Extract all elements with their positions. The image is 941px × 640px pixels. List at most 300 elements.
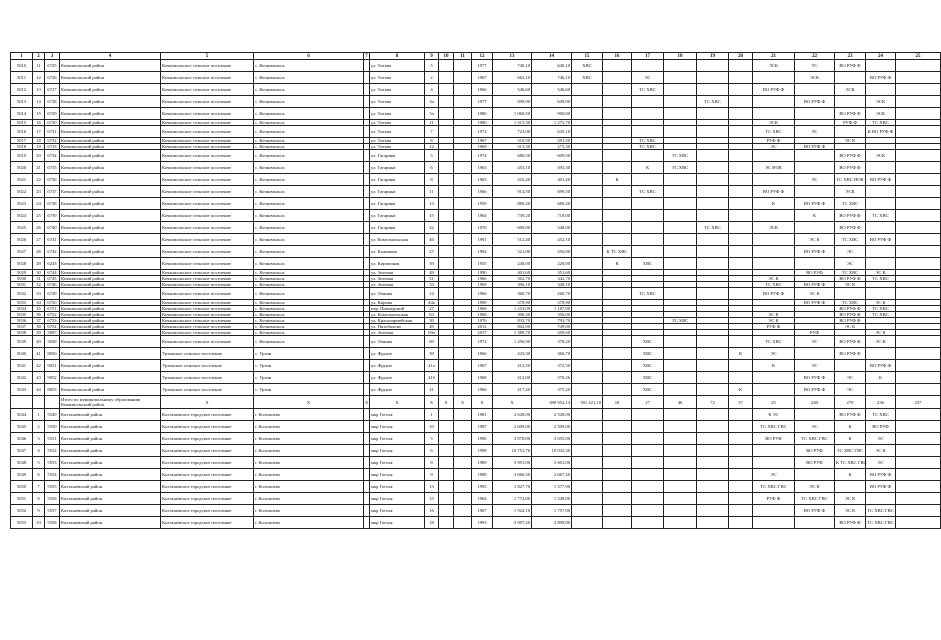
table-cell: 13: [425, 481, 439, 493]
table-cell: [603, 360, 632, 372]
table-cell: 880,20: [493, 198, 532, 210]
table-cell: [729, 60, 753, 72]
table-cell: 240,00: [493, 258, 532, 270]
table-row: [11, 493, 941, 505]
total-cell: Х: [472, 396, 493, 409]
table-cell: Кочкомольский район: [60, 312, 161, 318]
table-cell: ХВС: [632, 336, 664, 348]
table-cell: ВО РУФ Ф: [835, 312, 866, 318]
table-cell: [454, 288, 472, 300]
table-cell: 33: [33, 288, 45, 300]
table-row: [11, 258, 941, 270]
table-cell: Кочкомольское сельское поселение: [161, 312, 254, 318]
table-cell: 6752: [45, 312, 60, 318]
table-cell: [439, 493, 454, 505]
table-cell: ТС ХВС: [866, 306, 896, 312]
table-cell: 20: [33, 150, 45, 162]
table-row: [11, 84, 941, 96]
table-cell: 366,70: [532, 348, 572, 360]
table-cell: ЭС К: [795, 234, 835, 246]
table-cell: 1969: [472, 282, 493, 288]
table-cell: 521,80: [493, 246, 532, 258]
housing-register-table: [10, 52, 941, 529]
table-cell: г. Колташево: [254, 505, 364, 517]
table-cell: ТС ХВС: [866, 312, 896, 318]
table-cell: Кочкомольский район: [60, 372, 161, 384]
table-cell: [896, 481, 941, 493]
table-cell: 6727: [45, 84, 60, 96]
table-cell: [896, 384, 941, 396]
table-cell: [729, 409, 753, 421]
table-cell: [572, 348, 603, 360]
table-cell: 13: [33, 84, 45, 96]
table-cell: с. Кочкомольск: [254, 330, 364, 336]
table-cell: Кочкомольское сельское поселение: [161, 144, 254, 150]
table-cell: [795, 348, 835, 360]
table-cell: К: [835, 469, 866, 481]
column-number-cell: 18: [664, 53, 697, 60]
table-cell: 412,50: [493, 360, 532, 372]
table-cell: 6728: [45, 96, 60, 108]
table-cell: 30: [425, 318, 439, 324]
table-cell: 5032: [11, 288, 33, 300]
table-cell: 49: [425, 324, 439, 330]
table-cell: [454, 126, 472, 138]
table-cell: ВО РУФ Ф: [835, 276, 866, 282]
total-cell: Х: [439, 396, 454, 409]
table-cell: 1964: [472, 493, 493, 505]
table-cell: 16: [425, 505, 439, 517]
table-cell: г. Колташево: [254, 457, 364, 469]
table-cell: 833,70: [493, 318, 532, 324]
table-cell: 36: [33, 312, 45, 318]
table-cell: 6: [33, 469, 45, 481]
table-cell: [697, 186, 729, 198]
table-cell: 6744: [45, 270, 60, 276]
total-cell: 237: [896, 396, 941, 409]
table-cell: [729, 246, 753, 258]
table-cell: ул. Фрунзе: [370, 384, 425, 396]
table-cell: Колташевский район: [60, 493, 161, 505]
table-cell: [729, 433, 753, 445]
table-cell: с. Кочкомольск: [254, 72, 364, 84]
table-cell: [896, 162, 941, 174]
table-cell: с. Кочкомольск: [254, 138, 364, 144]
table-cell: 9: [33, 505, 45, 517]
table-row: [11, 126, 941, 138]
table-cell: ЭС К: [866, 330, 896, 336]
table-cell: [697, 469, 729, 481]
table-cell: К: [753, 360, 795, 372]
table-cell: [439, 445, 454, 457]
table-cell: с. Кочкомольск: [254, 174, 364, 186]
table-cell: Кочкомольский район: [60, 336, 161, 348]
table-cell: 5: [33, 457, 45, 469]
column-number-cell: 8: [370, 53, 425, 60]
table-cell: 1980: [472, 120, 493, 126]
table-cell: 416,20: [493, 174, 532, 186]
table-cell: 310,50: [493, 138, 532, 144]
table-cell: Кочкомольское сельское поселение: [161, 246, 254, 258]
table-cell: ТС ХВС НОК: [835, 174, 866, 186]
table-row: [11, 198, 941, 210]
table-cell: 1988: [472, 469, 493, 481]
table-cell: [454, 186, 472, 198]
table-cell: 1966: [472, 288, 493, 300]
table-cell: [454, 174, 472, 186]
total-cell: 490 954,14: [532, 396, 572, 409]
table-cell: [795, 469, 835, 481]
table-cell: ВО РУФ Ф: [835, 517, 866, 529]
table-cell: 6733: [45, 144, 60, 150]
table-cell: 746,10: [532, 72, 572, 84]
table-cell: [572, 174, 603, 186]
table-cell: [896, 469, 941, 481]
table-cell: [439, 348, 454, 360]
table-cell: [664, 493, 697, 505]
table-cell: ВО РУФ Ф: [753, 186, 795, 198]
table-cell: [632, 96, 664, 108]
table-cell: 5047: [11, 445, 33, 457]
table-cell: [572, 481, 603, 493]
table-cell: 3а: [425, 96, 439, 108]
table-cell: [664, 505, 697, 517]
table-cell: ул. Титова: [370, 108, 425, 120]
table-cell: 2 609,00: [493, 421, 532, 433]
table-cell: ЭСК: [866, 150, 896, 162]
table-cell: ВО РУФ Ф: [795, 96, 835, 108]
table-cell: ул. Кирова: [370, 300, 425, 306]
table-cell: [835, 288, 866, 300]
table-cell: Кочкомольское сельское поселение: [161, 60, 254, 72]
table-cell: 1967: [472, 72, 493, 84]
column-number-cell: 20: [729, 53, 753, 60]
table-cell: ВО РУФ Ф: [795, 505, 835, 517]
table-cell: [439, 517, 454, 529]
table-cell: 49: [425, 270, 439, 276]
table-row: [11, 60, 941, 72]
table-cell: [572, 433, 603, 445]
table-cell: ВО РУФ Ф: [866, 174, 896, 186]
table-cell: [632, 174, 664, 186]
table-cell: ВО РУФ Ф: [835, 306, 866, 312]
table-cell: Кочкомольский район: [60, 210, 161, 222]
table-cell: 914,50: [493, 186, 532, 198]
table-cell: [896, 198, 941, 210]
table-cell: ЭС К: [835, 138, 866, 144]
table-cell: ВО РУФ Ф: [866, 234, 896, 246]
table-cell: [866, 288, 896, 300]
table-cell: 1 187,00: [532, 306, 572, 312]
table-cell: ЭС: [632, 72, 664, 84]
table-cell: Колташевский район: [60, 457, 161, 469]
table-cell: ТС ХВС: [753, 336, 795, 348]
table-cell: Уртинское сельское поселение: [161, 384, 254, 396]
table-cell: 1974: [472, 150, 493, 162]
table-cell: [632, 421, 664, 433]
table-row: [11, 505, 941, 517]
table-cell: [835, 360, 866, 372]
table-cell: [572, 246, 603, 258]
table-cell: ЭС К: [753, 318, 795, 324]
table-cell: [697, 372, 729, 384]
table-cell: [896, 222, 941, 234]
table-cell: [454, 517, 472, 529]
table-cell: Кочкомольский район: [60, 60, 161, 72]
table-cell: [45, 396, 60, 409]
table-cell: ул. Гагарина: [370, 198, 425, 210]
table-cell: [454, 150, 472, 162]
table-cell: 1976: [472, 318, 493, 324]
table-cell: Кочкомольское сельское поселение: [161, 306, 254, 312]
table-cell: [603, 372, 632, 384]
table-cell: 723,00: [493, 126, 532, 138]
table-cell: 11: [425, 120, 439, 126]
table-cell: [697, 493, 729, 505]
table-cell: ЭС К: [835, 493, 866, 505]
table-cell: [729, 505, 753, 517]
table-cell: К ТС ХВС: [603, 246, 632, 258]
table-cell: ВО РУФ Ф: [795, 144, 835, 150]
table-cell: [729, 126, 753, 138]
table-cell: Колташевское городское поселение: [161, 505, 254, 517]
table-cell: 5554: [45, 469, 60, 481]
table-cell: 2 628,00: [493, 409, 532, 421]
table-cell: 37: [33, 318, 45, 324]
table-cell: 6735: [45, 162, 60, 174]
table-cell: [896, 84, 941, 96]
table-cell: 41: [425, 384, 439, 396]
table-cell: 24: [33, 198, 45, 210]
table-cell: 18: [33, 138, 45, 144]
table-cell: [697, 445, 729, 457]
table-cell: ЭС: [753, 469, 795, 481]
table-cell: [572, 96, 603, 108]
table-cell: 10 032,30: [532, 445, 572, 457]
table-cell: 1967: [472, 360, 493, 372]
table-cell: 6243: [45, 258, 60, 270]
table-cell: [454, 336, 472, 348]
table-cell: с. Кочкомольск: [254, 150, 364, 162]
table-row: [11, 433, 941, 445]
table-cell: [632, 60, 664, 72]
table-cell: [729, 445, 753, 457]
table-cell: 5043: [11, 384, 33, 396]
table-cell: 1963: [472, 174, 493, 186]
table-cell: [697, 288, 729, 300]
table-cell: 372,50: [532, 360, 572, 372]
table-cell: ЭС К: [866, 270, 896, 276]
table-cell: 1993: [472, 517, 493, 529]
table-cell: ЭС: [835, 372, 866, 384]
column-number-cell: 10: [439, 53, 454, 60]
table-cell: 30: [33, 270, 45, 276]
table-cell: ВО РУФ Ф: [795, 282, 835, 288]
total-row: [11, 396, 941, 409]
total-label: Итого по муниципальному образованию Кочкомольский район: [60, 396, 161, 409]
table-cell: Кочкомольский район: [60, 360, 161, 372]
table-cell: ЭСК: [866, 108, 896, 120]
table-cell: 417,20: [493, 384, 532, 396]
table-cell: мкр Гоголя: [370, 481, 425, 493]
table-cell: 379,90: [493, 300, 532, 306]
table-cell: ВО РУФ Ф: [835, 162, 866, 174]
table-cell: [896, 372, 941, 384]
total-cell: 391 421,10: [572, 396, 603, 409]
table-cell: ул. Ленина: [370, 288, 425, 300]
table-cell: 5049: [11, 469, 33, 481]
table-cell: [664, 517, 697, 529]
table-cell: [697, 162, 729, 174]
table-cell: [896, 421, 941, 433]
table-cell: [603, 348, 632, 360]
column-number-cell: 3: [45, 53, 60, 60]
table-cell: ул. Титова: [370, 144, 425, 150]
table-cell: 15: [33, 108, 45, 120]
table-cell: 362,70: [493, 276, 532, 282]
table-cell: К: [835, 421, 866, 433]
table-cell: Кочкомольский район: [60, 84, 161, 96]
table-cell: [896, 493, 941, 505]
table-cell: ЭС: [835, 384, 866, 396]
table-cell: 1 253,09: [493, 306, 532, 312]
table-cell: 452,10: [532, 234, 572, 246]
table-cell: 3007: [45, 330, 60, 336]
table-cell: 5011: [11, 72, 33, 84]
table-cell: 9: [425, 469, 439, 481]
table-cell: РУФ Ф: [753, 324, 795, 330]
table-cell: ул. Пятибалова: [370, 324, 425, 330]
table-cell: 1966: [472, 276, 493, 282]
table-cell: 10 751,76: [493, 445, 532, 457]
table-cell: с. Уртин: [254, 348, 364, 360]
table-cell: ТС ХВС: [835, 270, 866, 276]
table-cell: [866, 84, 896, 96]
table-cell: с. Кочкомольск: [254, 246, 364, 258]
table-cell: 1987: [472, 421, 493, 433]
table-cell: мкр Гоголя: [370, 409, 425, 421]
table-cell: Кочкомольский район: [60, 234, 161, 246]
table-cell: 453,10: [493, 162, 532, 174]
table-cell: Кочкомольский район: [60, 138, 161, 144]
table-cell: [439, 174, 454, 186]
table-cell: Кочкомольское сельское поселение: [161, 126, 254, 138]
table-cell: [896, 505, 941, 517]
table-cell: 41а: [425, 360, 439, 372]
table-row: [11, 348, 941, 360]
table-cell: [866, 258, 896, 270]
table-cell: 5051: [11, 493, 33, 505]
table-cell: [753, 72, 795, 84]
table-cell: 8053: [45, 384, 60, 396]
table-cell: 2 509,00: [532, 421, 572, 433]
table-cell: [697, 72, 729, 84]
table-cell: [603, 481, 632, 493]
column-number-cell: 21: [753, 53, 795, 60]
table-cell: 5040: [11, 348, 33, 360]
table-cell: [753, 150, 795, 162]
table-row: [11, 186, 941, 198]
table-cell: 1976: [472, 222, 493, 234]
table-cell: 348,10: [532, 282, 572, 288]
table-cell: 5023: [11, 198, 33, 210]
table-row: [11, 421, 941, 433]
table-cell: 749,00: [532, 324, 572, 330]
table-cell: 960,00: [532, 108, 572, 120]
table-cell: [439, 60, 454, 72]
table-cell: [439, 433, 454, 445]
table-cell: 260,70: [532, 288, 572, 300]
table-cell: 6737: [45, 186, 60, 198]
table-cell: 5020: [11, 162, 33, 174]
table-cell: ТС ХВС: [664, 150, 697, 162]
table-cell: ЭС К: [835, 324, 866, 330]
table-cell: 5558: [45, 517, 60, 529]
table-cell: [664, 348, 697, 360]
table-cell: [632, 493, 664, 505]
table-cell: ХВС: [632, 372, 664, 384]
table-cell: 370,26: [532, 372, 572, 384]
table-cell: г. Колташево: [254, 421, 364, 433]
column-number-cell: 1: [11, 53, 33, 60]
table-cell: мкр Гоголя: [370, 517, 425, 529]
table-cell: [896, 457, 941, 469]
table-cell: 649,90: [532, 96, 572, 108]
total-cell: Х: [370, 396, 425, 409]
table-cell: [572, 457, 603, 469]
table-cell: [572, 210, 603, 222]
table-cell: 665,10: [493, 72, 532, 84]
table-cell: [729, 96, 753, 108]
table-cell: К ВО РУФ Ф: [866, 126, 896, 138]
table-cell: с. Кочкомольск: [254, 270, 364, 276]
table-cell: 6745: [45, 276, 60, 282]
table-cell: 53: [425, 282, 439, 288]
table-cell: [454, 72, 472, 84]
table-cell: 1966: [472, 84, 493, 96]
table-cell: [603, 234, 632, 246]
table-cell: 5031: [11, 282, 33, 288]
table-cell: [753, 174, 795, 186]
table-cell: [439, 126, 454, 138]
table-cell: с. Уртин: [254, 372, 364, 384]
table-cell: [729, 517, 753, 529]
table-cell: Кочкомольское сельское поселение: [161, 258, 254, 270]
table-cell: 5052: [11, 505, 33, 517]
table-cell: [795, 108, 835, 120]
table-cell: 1 757,90: [532, 505, 572, 517]
table-cell: ВО РУФ Ф: [795, 384, 835, 396]
total-cell: 72: [697, 396, 729, 409]
table-cell: ул. Титова: [370, 84, 425, 96]
table-row: [11, 210, 941, 222]
table-cell: [753, 108, 795, 120]
table-cell: Кочкомольский район: [60, 258, 161, 270]
total-cell: Х: [454, 396, 472, 409]
table-cell: [795, 84, 835, 96]
table-cell: [697, 198, 729, 210]
table-cell: Кочкомольский район: [60, 120, 161, 126]
table-cell: 5552: [45, 445, 60, 457]
table-cell: 313,30: [493, 144, 532, 150]
table-cell: [697, 517, 729, 529]
table-cell: 456,80: [532, 246, 572, 258]
table-cell: Кочкомольский район: [60, 318, 161, 324]
table-cell: Кочкомольское сельское поселение: [161, 318, 254, 324]
table-cell: ТС ХВС ГВС: [866, 517, 896, 529]
table-cell: 5048: [11, 457, 33, 469]
table-cell: [664, 246, 697, 258]
